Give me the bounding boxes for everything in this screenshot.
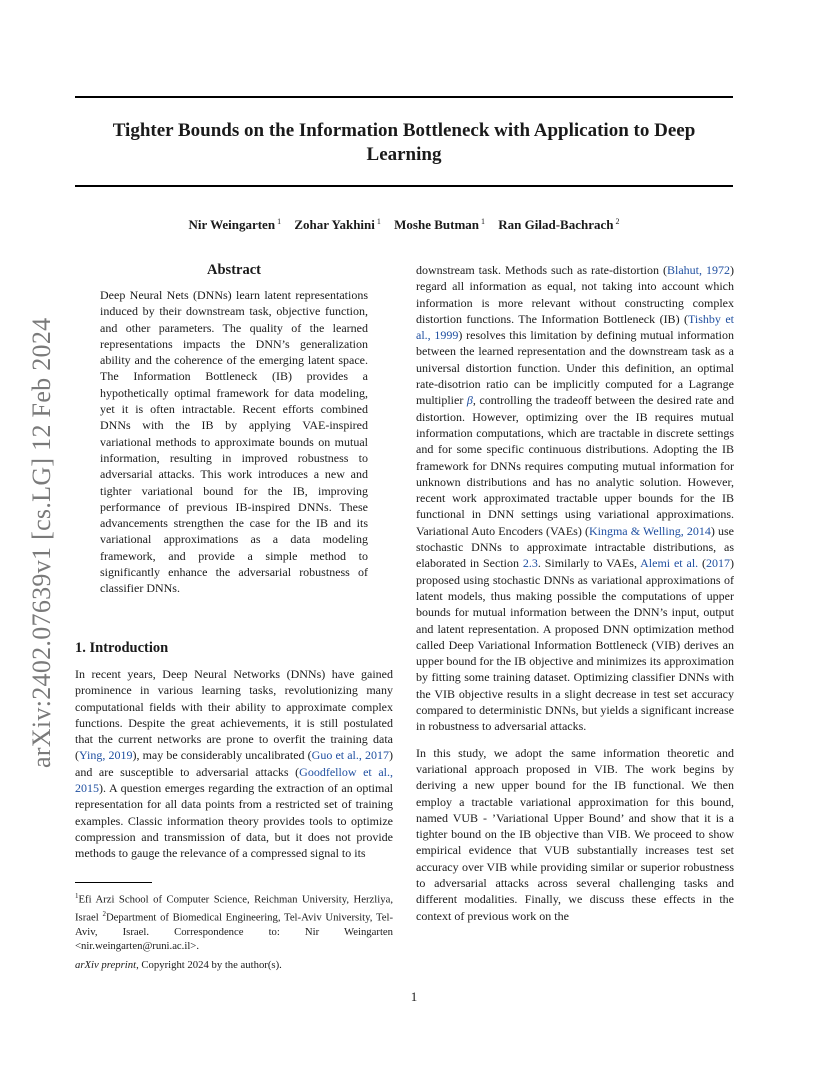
preprint-notice (75, 958, 393, 972)
citation-link[interactable]: Alemi et al. (640, 556, 699, 571)
title-top-rule (75, 96, 733, 98)
section-link[interactable]: 2.3 (522, 556, 538, 571)
footnote-mark-1: 1 (75, 892, 79, 900)
page-number: 1 (410, 989, 418, 1004)
footnote-text-a: Efi Arzi School of Computer Science, Reichman University, Herzliya, Israel (75, 893, 393, 924)
author-4-affiliation: 2 (615, 217, 620, 226)
abstract-heading: Abstract (207, 262, 261, 278)
citation-link[interactable]: 2017 (706, 556, 730, 571)
introduction-section (75, 639, 393, 862)
author-list (75, 214, 733, 233)
introduction-heading: 1. Introduction (75, 640, 169, 656)
right-paragraph-2: In this study, we adopt the same information theoretic and variational approach proposed in VIB. The work begins by deriving a new upper bound for the IB functional. We then employ a tractable variational approximation for this bound, named VUB - ’Variational Upper Bound’ and show that it is a tighter bound on the IB objective than VIB. We proceed to show empirical evidence that VUB substantially increases test set accuracy over VIB while providing similar or superior robustness to adversarial attacks across several challenging tasks and different modalities. Finally, we discuss these effects in the context of previous work on the (416, 745, 734, 923)
citation-link[interactable]: Goodfellow et al., 2015 (75, 764, 393, 796)
right-text-e: ) use stochastic DNNs to approximate intractable distributions, as elaborated in Section (416, 523, 734, 571)
abstract-text: Deep Neural Nets (DNNs) learn latent representations induced by their downstream task, objective function, and other parameters. The quality of the learned representations impacts the DNN’s generalization ability and the coherence of the emerging latent space. The Information Bottleneck (IB) provides a hypothetically optimal framework for data modeling, yet it is often intractable. Recent efforts combined DNNs with the IB by applying VAE-inspired variational methods to approximate bounds on mutual information, resulting in improved robustness to adversarial attacks. This work introduces a new and tighter variational bound for the IB, improving performance of previous IB-inspired DNNs. These advancements strengthen the case for the IB and its variational approximations as a data modeling framework, and provide a simple method to significantly enhance the adversarial robustness of classifier DNNs. (100, 288, 368, 596)
introduction-paragraph (75, 666, 393, 862)
intro-text-a: In recent years, Deep Neural Networks (DNNs) have gained prominence in various learning tasks, revolutionizing many computational fields with their ability to approximate complex functions. Despite the great achievements, it is still postulated that the current networks are prone to overfit the training data ( (75, 667, 393, 763)
beta-symbol: β (466, 393, 473, 408)
citation-link[interactable]: Guo et al., 2017 (311, 748, 389, 763)
author-2-affiliation: 1 (376, 217, 381, 226)
arxiv-identifier-stamp: arXiv:2402.07639v1 [cs.LG] 12 Feb 2024 (27, 317, 56, 768)
footnote-rule (75, 882, 152, 883)
citation-link[interactable]: Kingma & Welling, 2014 (588, 523, 711, 538)
author-3-name: Moshe Butman (394, 217, 480, 233)
intro-text-d: ). A question emerges regarding the extraction of an optimal representation for all data points from a restricted set of training examples. Classic information theory provides tools to optimize compression and transmission of data, but it does not provide methods to gauge the relevance of a compressed signal to its (75, 781, 393, 861)
footnote-text-b: Department of Biomedical Engineering, Tel-Aviv University, Tel-Aviv, Israel. Correspondence to: Nir Weingarten <nir.weingarten@runi.ac.il>. (75, 911, 394, 952)
preprint-italic: arXiv preprint (75, 959, 137, 971)
right-text-g: ( (698, 556, 706, 571)
author-3-affiliation: 1 (481, 217, 486, 226)
author-2 (294, 217, 381, 232)
author-3 (394, 217, 485, 232)
right-column (416, 262, 734, 924)
right-text-f: . Similarly to VAEs, (537, 556, 641, 571)
title-bottom-rule (75, 185, 733, 187)
citation-link[interactable]: Blahut, 1972 (667, 263, 731, 277)
preprint-rest: , Copyright 2024 by the author(s). (136, 959, 282, 971)
right-text-c: ) resolves this limitation by defining mutual information between the learned representation and the downstream task as a universal distortion function. Under this definition, an optimal rate-disotrion ratio can be implicitly computed for a Lagrange multiplier (416, 328, 734, 408)
right-text-b: ) regard all information as equal, not taking into account which information is more relevant without constructing complex distortion functions. The Information Bottleneck (IB) ( (416, 263, 735, 326)
intro-text-c: ) and are susceptible to adversarial attacks ( (75, 748, 393, 779)
author-4-name: Ran Gilad-Bachrach (498, 217, 614, 233)
author-2-name: Zohar Yakhini (294, 217, 375, 233)
footnote-mark-2: 2 (102, 909, 106, 918)
citation-link[interactable]: Ying, 2019 (79, 748, 133, 763)
paper-title: Tighter Bounds on the Information Bottleneck with Application to Deep Learning (112, 120, 696, 165)
affiliation-footnote (75, 889, 393, 953)
author-1 (189, 217, 282, 232)
right-text-d: , controlling the tradeoff between the desired rate and distortion. However, optimizing over the IB requires mutual information computations, which are tractable in discrete settings and for some specific continuous distributions. Adopting the IB framework for DNNs requires computing mutual information for unknown distributions and has no analytic solution. However, recent work approximated tractable upper bounds for the IB functional in DNN settings using variational approximations. Variational Auto Encoders (VAEs) ( (416, 393, 734, 538)
author-1-affiliation: 1 (277, 217, 282, 226)
intro-text-b: ), may be considerably uncalibrated ( (132, 748, 312, 763)
citation-link[interactable]: Tishby et al., 1999 (416, 311, 735, 343)
right-text-h: ) proposed using stochastic DNNs as variational approximations of latent models, thus making possible the computations of upper bounds for mutual information between the DNN’s input, output and latent representation. A proposed DNN optimization method called Deep Variational Information Bottleneck (VIB) derives an upper bound for the IB objective and minimizes its approximation by fitting some training dataset. Optimizing classifier DNNs with the VIB objective results in a slight decrease in test set accuracy compared to deterministic DNNs, but yields a significant increase in robustness to adversarial attacks. (416, 556, 734, 734)
abstract-section (100, 261, 368, 597)
author-1-name: Nir Weingarten (188, 217, 276, 233)
author-4 (498, 217, 619, 232)
right-paragraph-1 (416, 262, 734, 735)
right-text-a: downstream task. Methods such as rate-distortion ( (416, 263, 667, 277)
